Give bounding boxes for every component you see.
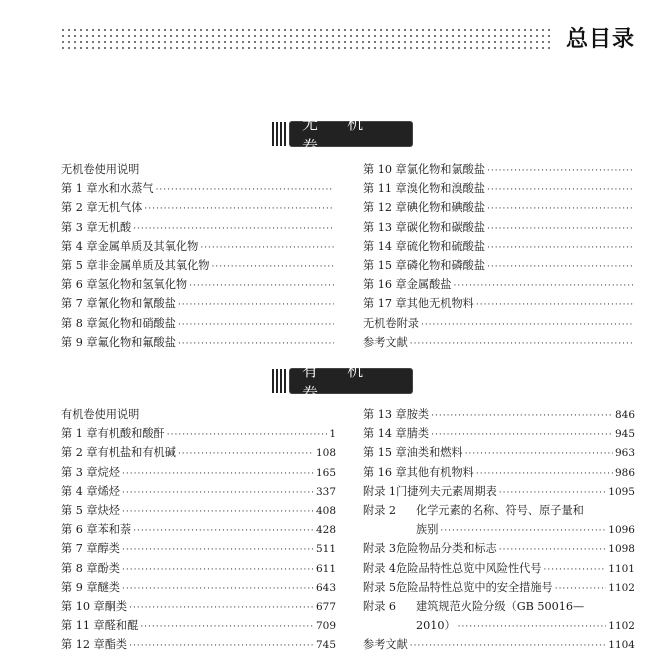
toc-entry-number: 第 16 章 [363,278,407,292]
toc-entry [363,405,635,424]
toc-entry-title: 水和水蒸气 [97,182,154,196]
dot-leader [133,522,314,541]
toc-entry-number: 第 11 章 [363,182,407,196]
dot-leader [129,599,314,618]
toc-entry [363,578,635,597]
toc-entry-title: 化学元素的名称、符号、原子量和 [416,503,584,517]
dot-leader [122,465,314,484]
toc-entry-title: 无机气体 [97,201,143,215]
organic-banner-label: 有 机 卷 [290,369,412,393]
toc-entry-title: 溴化物和溴酸盐 [406,182,486,196]
toc-entry [363,179,635,198]
page-title: 总目录 [565,27,635,52]
toc-entry-title: 有机卷使用说明 [61,408,140,421]
toc-entry-title: 有机盐和有机碱 [97,446,176,460]
inorganic-toc-right [363,160,635,352]
inorganic-toc-left [61,160,336,352]
toc-entry [363,294,635,313]
dot-leader [487,162,633,181]
toc-entry [363,314,635,333]
toc-entry-title: 腈类 [406,427,430,441]
dot-leader [487,181,633,200]
toc-entry-title: 酯类 [104,638,128,652]
toc-entry-number: 第 14 章 [363,427,407,441]
toc-entry [61,463,336,482]
dot-leader [410,637,607,656]
toc-entry-page: 1095 [608,485,635,498]
toc-entry-title: 硫化物和硫酸盐 [406,239,486,253]
dot-leader [476,465,613,484]
toc-entry-number: 第 9 章 [61,580,98,594]
dot-leader [144,200,334,219]
dot-leader [487,200,633,219]
toc-entry [61,616,336,635]
toc-entry-title: 苯和萘 [97,523,132,537]
toc-entry-number: 第 9 章 [61,335,98,349]
dot-leader [555,580,607,599]
toc-entry-title: 无机卷使用说明 [61,163,140,176]
toc-entry [61,160,336,179]
toc-entry-title: 碳化物和碳酸盐 [406,220,486,234]
toc-entry [61,482,336,501]
toc-entry-page: 643 [315,581,336,594]
dot-leader [431,407,613,426]
toc-entry [363,635,635,654]
toc-entry-number: 第 16 章 [363,465,407,479]
toc-entry-title: 氢化物和氢氧化物 [97,278,188,292]
toc-entry-title: 族别 [416,523,439,537]
toc-entry-page: 963 [614,447,635,460]
toc-entry-title: 危险品特性总览中风险性代号 [396,561,542,575]
toc-entry [61,218,336,237]
toc-entry-title: 参考文献 [363,638,408,652]
dot-leader [454,277,634,296]
dot-leader [122,541,314,560]
dotted-rule [60,27,550,49]
toc-entry-title: 2010） [416,619,456,633]
toc-entry-number: 第 5 章 [61,258,98,272]
toc-entry-title: 烯烃 [97,484,120,498]
toc-entry-title: 油类和燃料 [406,446,463,460]
toc-entry-page: 1098 [608,543,635,556]
organic-banner [272,361,412,403]
toc-entry-number: 第 3 章 [61,220,98,234]
toc-entry-page: 1101 [608,562,635,575]
toc-entry-title: 氰化物和氰酸盐 [97,297,176,311]
dot-leader [476,296,633,315]
toc-entry [363,160,635,179]
banner-stripe [272,122,286,146]
dot-leader [122,561,314,580]
dot-leader [122,580,314,599]
dot-leader [440,522,606,541]
toc-entry-title: 醚类 [97,580,120,594]
toc-entry [363,218,635,237]
toc-entry-number: 第 4 章 [61,239,98,253]
toc-entry-title: 参考文献 [363,335,408,349]
toc-entry [363,333,635,352]
toc-entry-title: 醛和醌 [104,619,139,633]
toc-entry [61,539,336,558]
toc-entry [363,616,635,635]
toc-entry-number: 第 1 章 [61,182,98,196]
toc-entry-number: 第 6 章 [61,523,98,537]
toc-entry-title: 酮类 [104,599,128,613]
toc-entry-number: 附录 1 [363,484,397,498]
toc-entry [61,198,336,217]
toc-entry-number: 第 7 章 [61,542,98,556]
dot-leader [410,335,633,354]
dot-leader [499,484,607,503]
dot-leader [140,618,314,637]
toc-entry [363,198,635,217]
toc-entry [363,482,635,501]
toc-entry [61,294,336,313]
toc-entry-number: 第 14 章 [363,239,407,253]
dot-leader [178,316,334,335]
toc-entry-page: 1102 [608,620,635,633]
toc-entry-title: 氯化物和氯酸盐 [406,163,486,176]
dot-leader [129,637,314,656]
toc-entry [363,237,635,256]
dot-leader [458,618,607,637]
dot-leader [178,445,314,464]
toc-entry-number: 第 15 章 [363,258,407,272]
toc-entry-title: 其他有机物料 [406,465,474,479]
toc-entry-number: 第 6 章 [61,278,98,292]
inorganic-banner [272,114,412,156]
toc-entry-number: 第 17 章 [363,297,407,311]
dot-leader [487,258,633,277]
toc-entry-title: 无机卷附录 [363,316,419,330]
toc-entry-number: 第 10 章 [363,163,407,176]
toc-entry-number: 第 8 章 [61,561,98,575]
dot-leader [122,484,314,503]
dot-leader [156,181,334,200]
toc-entry-title: 醇类 [97,542,120,556]
toc-entry-page: 1 [329,428,336,441]
dot-leader [212,258,335,277]
organic-toc-right [363,405,635,654]
toc-entry-number: 第 7 章 [61,297,98,311]
toc-entry-number: 第 12 章 [61,638,105,652]
toc-entry-title: 胺类 [406,408,430,421]
dot-leader [487,220,633,239]
toc-entry-title: 氮化物和硝酸盐 [97,316,176,330]
toc-entry [61,256,336,275]
toc-entry-page: 337 [315,485,336,498]
toc-entry [363,275,635,294]
toc-entry-title: 有机酸和酸酐 [97,427,165,441]
toc-entry-title: 其他无机物料 [406,297,474,311]
toc-entry-title: 门捷列夫元素周期表 [396,484,497,498]
inorganic-banner-label: 无 机 卷 [290,122,412,146]
toc-entry-page: 165 [315,466,336,479]
dot-leader [487,239,633,258]
dot-leader [499,541,607,560]
dot-leader [189,277,334,296]
toc-entry [61,597,336,616]
toc-entry-number: 第 12 章 [363,201,407,215]
toc-entry [61,333,336,352]
toc-entry [61,237,336,256]
toc-entry-title: 碘化物和碘酸盐 [406,201,486,215]
dot-leader [431,426,613,445]
toc-entry [61,559,336,578]
toc-entry [61,443,336,462]
toc-entry-title: 烷烃 [97,465,120,479]
toc-entry-title: 危险物品分类和标志 [396,542,497,556]
toc-entry [61,578,336,597]
toc-entry-number: 第 13 章 [363,408,407,421]
toc-entry-number: 第 13 章 [363,220,407,234]
toc-entry-number: 第 5 章 [61,503,98,517]
toc-entry-title: 无机酸 [97,220,132,234]
toc-entry-page: 677 [315,600,336,613]
toc-entry-page: 108 [315,447,336,460]
toc-entry-page: 511 [315,543,336,556]
toc-entry-number: 第 4 章 [61,484,98,498]
toc-entry-title: 危险品特性总览中的安全措施号 [396,580,553,594]
toc-entry-number: 第 10 章 [61,599,105,613]
toc-entry-number: 第 2 章 [61,446,98,460]
toc-entry [363,256,635,275]
toc-entry-page: 1102 [608,581,635,594]
toc-entry-title: 金属单质及其氧化物 [97,239,199,253]
banner-stripe [272,369,286,393]
toc-entry-title: 金属酸盐 [406,278,452,292]
toc-entry-title: 炔烃 [97,503,120,517]
toc-entry [363,520,635,539]
dot-leader [465,445,613,464]
toc-entry-page: 745 [315,639,336,652]
page-header [0,0,662,60]
toc-entry [61,520,336,539]
toc-entry [363,539,635,558]
toc-entry-page: 709 [315,620,336,633]
toc-entry-number: 第 1 章 [61,427,98,441]
toc-entry [61,501,336,520]
toc-entry [363,424,635,443]
toc-entry [61,275,336,294]
toc-entry-page: 428 [315,524,336,537]
toc-entry [363,443,635,462]
dot-leader [133,220,334,239]
toc-entry [61,405,336,424]
toc-entry-number: 第 2 章 [61,201,98,215]
dot-leader [122,503,314,522]
dot-leader [200,239,334,258]
toc-entry-number: 附录 6 [363,599,397,613]
toc-entry-number: 第 15 章 [363,446,407,460]
toc-entry-page: 846 [614,409,635,421]
dot-leader [178,296,334,315]
toc-entry-page: 1104 [608,639,635,652]
toc-entry [363,463,635,482]
toc-entry-number: 附录 4 [363,561,397,575]
toc-entry [61,635,336,654]
toc-entry-number: 附录 2 [363,503,397,517]
toc-entry [61,314,336,333]
toc-entry-page: 408 [315,504,336,517]
toc-entry-page: 611 [315,562,336,575]
toc-entry [61,424,336,443]
toc-entry-number: 第 3 章 [61,465,98,479]
dot-leader [544,561,607,580]
toc-entry [363,501,635,520]
toc-entry-page: 986 [614,466,635,479]
toc-entry-number: 附录 5 [363,580,397,594]
toc-entry-number: 附录 3 [363,542,397,556]
toc-entry-title: 磷化物和磷酸盐 [406,258,486,272]
toc-entry-number: 第 8 章 [61,316,98,330]
toc-entry [363,559,635,578]
dot-leader [167,426,328,445]
toc-entry-page: 1096 [608,524,635,537]
toc-entry [61,179,336,198]
toc-entry-title: 酚类 [97,561,120,575]
toc-entry-title: 建筑规范火险分级（GB 50016— [416,599,585,613]
dot-leader [421,316,633,335]
dot-leader [178,335,334,354]
toc-entry-title: 非金属单质及其氧化物 [97,258,210,272]
toc-entry-number: 第 11 章 [61,619,105,633]
toc-entry-title: 氟化物和氟酸盐 [97,335,176,349]
toc-entry-page: 945 [614,428,635,441]
organic-toc-left [61,405,336,654]
toc-entry [363,597,635,616]
